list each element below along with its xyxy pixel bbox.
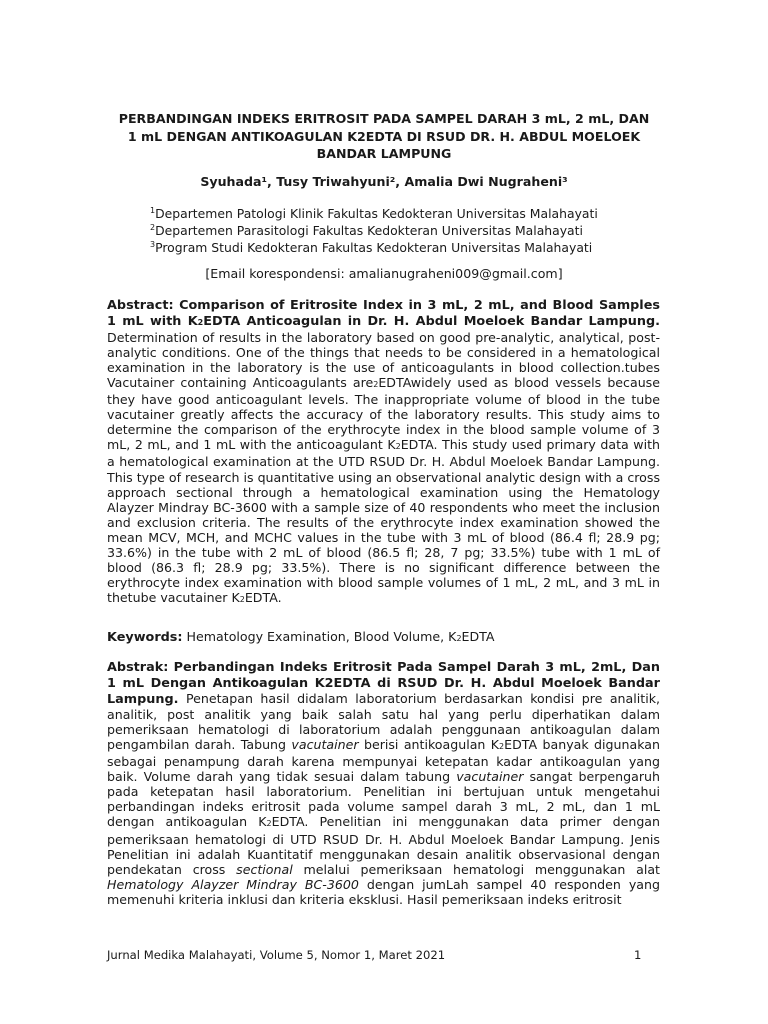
subscript: 2 — [373, 380, 379, 390]
abstract-indonesian — [107, 659, 660, 907]
abstract-english — [107, 297, 660, 607]
affiliation-1 — [150, 205, 598, 222]
body-text: EDTAwidely used as blood vessels because they have good anticoagulant levels. The inappropriate volume of blood in the tube vacutainer greatly affects the accuracy of the laboratory results. This study aims to determine the comparison of the erythrocyte index in the blood sample volume of 3 mL, 2 mL, and 1 mL with the anticoagulant K — [107, 375, 660, 453]
body-text: dengan jumLah sampel 40 responden yang memenuhi kriteria inklusi dan kriteria eksklusi. Hasil pemeriksaan indeks eritrosit — [107, 876, 660, 907]
italic-term: Hematology Alayzer Mindray BC-3600 — [107, 876, 359, 892]
affiliation-number: 1 — [150, 206, 156, 215]
paper-title — [100, 110, 668, 163]
italic-term: sectional — [236, 861, 293, 877]
abstract-english-heading — [107, 298, 660, 329]
heading-text: Abstract: Comparison of Eritrosite Index in 3 mL, 2 mL, and Blood Samples 1 mL with K — [107, 298, 660, 330]
affiliation-number: 2 — [150, 223, 156, 232]
keywords-text: EDTA — [461, 629, 495, 644]
author-list: Syuhada¹, Tusy Triwahyuni², Amalia Dwi Nugraheni³ — [200, 174, 568, 189]
abstract-indonesian-heading: Abstrak: Perbandingan Indeks Eritrosit Pada Sampel Darah 3 mL, 2mL, Dan 1 mL Dengan Antikoagulan K2EDTA di RSUD Dr. H. Abdul Moeloek Bandar Lampung. — [107, 660, 660, 708]
footer-journal-info: Jurnal Medika Malahayati, Volume 5, Nomor 1, Maret 2021 — [107, 948, 446, 962]
corresponding-email: [Email korespondensi: amalianugraheni009@gmail.com] — [205, 266, 563, 281]
body-text: Penetapan hasil didalam laboratorium berdasarkan kondisi pre analitik, analitik, post analitik yang baik salah satu hal yang perlu diperhatikan dalam pemeriksaan hematologi di laboratorium adalah penggunaan antikoagulan dalam pengambilan darah. Tabung — [107, 691, 660, 753]
italic-term: vacutainer — [456, 769, 524, 785]
subscript: 2 — [395, 442, 401, 452]
subscript: 2 — [499, 742, 505, 752]
affiliation-3 — [150, 239, 598, 256]
title-line-2: 1 mL DENGAN ANTIKOAGULAN K2EDTA DI RSUD DR. H. ABDUL MOELOEK — [127, 128, 641, 144]
affiliation-text: Program Studi Kedokteran Fakultas Kedokteran Universitas Malahayati — [155, 240, 593, 255]
affiliation-text: Departemen Patologi Klinik Fakultas Kedokteran Universitas Malahayati — [155, 206, 598, 221]
subscript: 2 — [239, 594, 245, 604]
heading-text: EDTA Anticoagulan in Dr. H. Abdul Moeloek Bandar Lampung. — [203, 314, 660, 330]
subscript: 2 — [197, 318, 204, 328]
body-text: EDTA. This study used primary data with a hematological examination at the UTD RSUD Dr. H. Abdul Moeloek Bandar Lampung. This type of research is quantitative using an observational analytic design with a cross approach sectional through a hematological examination using the Hematology Alayzer Mindray BC-3600 with a sample size of 40 respondents who meet the inclusion and exclusion criteria. The results of the erythrocyte index examination showed the mean MCV, MCH, and MCHC values in the tube with 3 mL of blood (86.4 fl; 28.9 pg; 33.6%) in the tube with 2 mL of blood (86.5 fl; 28, 7 pg; 33.5%) tube with 1 mL of blood (86.3 fl; 28.9 pg; 33.5%). There is no significant difference between the erythrocyte index examination with blood sample volumes of 1 mL, 2 mL, and 3 mL in thetube vacutainer K — [107, 437, 661, 605]
body-text: EDTA. — [244, 589, 282, 605]
page-number: 1 — [634, 948, 642, 962]
keywords-label: Keywords: — [107, 630, 183, 645]
body-text: berisi antikoagulan K — [358, 737, 500, 753]
body-text: sangat berpengaruh pada ketepatan hasil laboratorium. Penelitian ini bertujuan untuk mengetahui perbandingan indeks eritrosit pada volume sampel darah 3 mL, 2 mL, dan 1 mL dengan antikoagulan K — [107, 769, 660, 830]
affiliation-text: Departemen Parasitologi Fakultas Kedokteran Universitas Malahayati — [155, 223, 583, 238]
subscript: 2 — [456, 634, 462, 643]
body-text: melalui pemeriksaan hematologi menggunakan alat — [292, 861, 660, 877]
title-line-3: BANDAR LAMPUNG — [316, 146, 452, 161]
affiliation-2 — [150, 222, 598, 239]
keywords-text: Hematology Examination, Blood Volume, K — [182, 629, 457, 644]
abstract-indonesian-body — [107, 691, 660, 907]
abstract-english-body — [107, 330, 660, 605]
affiliation-number: 3 — [150, 240, 156, 249]
body-text: Determination of results in the laboratory based on good pre-analytic, analytical, post-analytic conditions. One of the things that needs to be considered in a hematological examination in the laboratory is the use of anticoagulants in blood collection.tubes Vacutainer containing Anticoagulants are — [107, 330, 660, 391]
subscript: 2 — [266, 819, 272, 829]
italic-term: vacutainer — [291, 737, 359, 753]
affiliation-list — [150, 205, 598, 256]
keywords — [107, 629, 660, 646]
body-text: EDTA banyak digunakan sebagai penampung darah karena mempunyai ketepatan kadar antikoagulan yang baik. Volume darah yang tidak sesuai dalam tabung — [107, 737, 660, 785]
title-line-1: PERBANDINGAN INDEKS ERITROSIT PADA SAMPEL DARAH 3 mL, 2 mL, DAN — [118, 111, 650, 126]
body-text: EDTA. Penelitian ini menggunakan data primer dengan pemeriksaan hematologi di UTD RSUD Dr. H. Abdul Moeloek Bandar Lampung. Jenis Penelitian ini adalah Kuantitatif menggunakan desain analitik observasional dengan pendekatan cross — [107, 814, 661, 877]
